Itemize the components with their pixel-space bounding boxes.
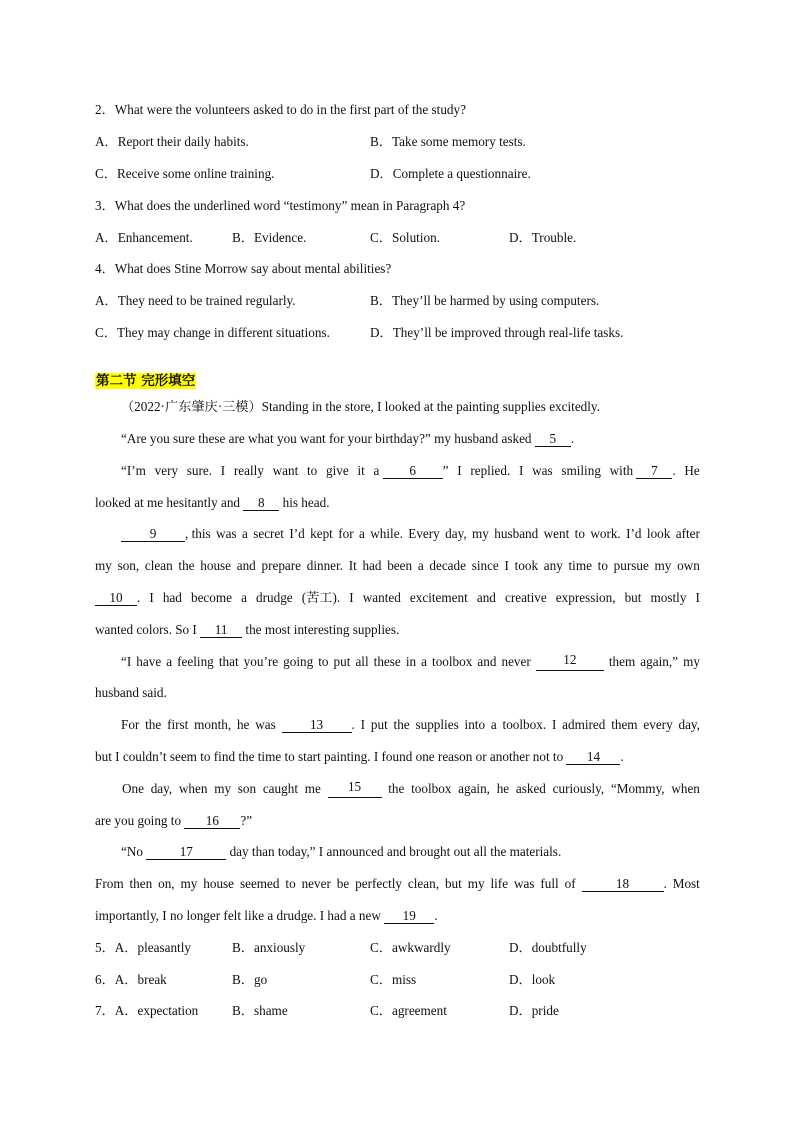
word: been [387,558,413,573]
passage-text: Standing in the store, I looked at the painting supplies excitedly. [261,399,600,414]
word: was [532,463,553,478]
word: was [513,876,535,891]
word: a [373,463,380,478]
word: He [684,463,700,478]
passage-line-10: husband said. [95,685,167,700]
word: Every [408,526,440,541]
word: clean, [407,876,440,891]
word: had [162,590,182,605]
word: want [272,463,299,478]
word: I [349,590,354,605]
blank-7[interactable]: 7 [636,464,672,479]
q4-option-b: B．They’ll be harmed by using computers. [370,293,600,308]
word: my [180,876,198,891]
blank-8[interactable]: 8 [243,496,279,511]
word: Most [672,876,700,891]
passage-text: “Are you sure these are what you want for your birthday?” my husband asked [121,431,532,446]
word: and [476,590,496,605]
word: day, [150,781,173,796]
word: creative [504,590,547,605]
passage-line-9 [121,653,700,671]
passage-text: wanted colors. So I [95,622,197,637]
q2-option-d: D．Complete a questionnaire. [370,166,531,181]
passage-line-1 [121,398,600,416]
word: a [359,526,365,541]
word: when [671,781,700,796]
word: month, [194,717,232,732]
word: then [129,876,153,891]
word: “I [121,654,132,669]
word: (苦工). [301,590,341,605]
word: toolbox [411,781,452,796]
section-heading [95,372,196,390]
passage-line-15 [121,843,561,861]
word: them [611,717,638,732]
blank-16[interactable]: 16 [184,814,240,829]
word: them [608,654,636,669]
q4-option-a: A．They need to be trained regularly. [95,293,296,308]
blank-14[interactable]: 14 [566,750,620,765]
word: sure. [186,463,213,478]
word: have [136,654,162,669]
q7-option-d: D．pride [509,1003,559,1018]
q3-option-a: A．Enhancement. [95,230,193,245]
passage-text: . [620,749,624,764]
blank-11[interactable]: 11 [200,623,242,638]
q5-option-d: D．doubtfully [509,940,587,955]
word: I’d [626,526,642,541]
word: One [122,781,144,796]
word: any [543,558,563,573]
word: I [695,590,700,605]
word: pursue [613,558,649,573]
q7-option-c: C．agreement [370,1003,447,1018]
word: while. [370,526,403,541]
blank-9[interactable]: 9 [121,527,185,542]
passage-text: importantly, I no longer felt like a drudge. I had a new [95,908,381,923]
blank-6[interactable]: 6 [383,464,443,479]
passage-text: “No [121,844,143,859]
q6-option-a: 6．A．break [95,972,167,987]
blank-5[interactable]: 5 [535,432,571,447]
q7-option-a: 7．A．expectation [95,1003,199,1018]
word: to [285,876,296,891]
word: kept [310,526,333,541]
word: look [646,526,671,541]
word: decade [429,558,466,573]
word: a [490,717,497,732]
passage-text: the most interesting supplies. [245,622,400,637]
word: it [357,463,365,478]
word: give [326,463,349,478]
word: me [304,781,321,796]
word: drudge [256,590,293,605]
word: own [677,558,700,573]
word: a [421,654,427,669]
q6-option-b: B．go [232,972,268,987]
word: the [393,717,410,732]
word: caught [262,781,298,796]
q7-option-b: B．shame [232,1003,288,1018]
word: he [496,781,510,796]
word: and [236,558,256,573]
q2-option-c: C．Receive some online training. [95,166,275,181]
blank-17[interactable]: 17 [146,845,226,860]
passage-line-3 [121,462,700,480]
word: curiously, [552,781,605,796]
word: I [504,558,509,573]
word: since [471,558,499,573]
word: never [501,654,531,669]
word: was [255,717,276,732]
word: to [574,526,585,541]
word: the [145,717,162,732]
blank-15[interactable]: 15 [328,780,382,798]
blank-19[interactable]: 19 [384,909,434,924]
word: my [95,558,112,573]
passage-line-4 [95,494,330,512]
word: house [200,558,232,573]
word: perfectly [355,876,402,891]
section-title: 第二节 完形填空 [96,373,196,389]
word: asked [515,781,546,796]
q4-option-c: C．They may change in different situations. [95,325,330,340]
word: mostly [650,590,687,605]
word: but [624,590,642,605]
passage-line-11 [121,716,700,734]
passage-line-5 [121,525,700,543]
word: I [220,463,226,478]
word: . [351,717,355,732]
word: time [568,558,592,573]
passage-line-8 [95,621,399,639]
word: to [597,558,608,573]
word: excitement [409,590,468,605]
word: into [464,717,486,732]
word: expression, [555,590,616,605]
word: the [178,558,195,573]
passage-text: ?” [240,813,253,828]
word: first [167,717,189,732]
word: the [388,781,405,796]
word: . [663,876,667,891]
q5-option-a: 5．A．pleasantly [95,940,191,955]
q3-option-c: C．Solution. [370,230,440,245]
q2-option-b: B．Take some memory tests. [370,134,526,149]
word: husband [494,526,539,541]
word: a [241,526,248,541]
word: for [338,526,354,541]
word: , this [185,526,211,541]
passage-text: day than today,” I announced and brought out all the materials. [229,844,562,859]
word: but [444,876,462,891]
word: again, [458,781,490,796]
word: my [654,558,672,573]
word: supplies [415,717,459,732]
word: clean [144,558,173,573]
word: every [643,717,673,732]
word: day, [678,717,700,732]
word: dinner. [306,558,343,573]
word: going [283,654,314,669]
blank-12[interactable]: 12 [536,653,604,671]
word: I’d [289,526,305,541]
word: a [417,558,424,573]
word: you’re [243,654,279,669]
word: when [178,781,208,796]
word: after [675,526,700,541]
word: For [121,717,140,732]
word: become [190,590,232,605]
word: From [95,876,124,891]
q3-option-b: B．Evidence. [232,230,307,245]
word: never [301,876,331,891]
word: took [514,558,539,573]
word: put [333,654,351,669]
word: admired [562,717,606,732]
word: seemed [239,876,280,891]
word: in [405,654,417,669]
word: I [518,463,524,478]
word: my [467,876,485,891]
word: these [373,654,401,669]
word: day, [445,526,467,541]
passage-text: but I couldn’t seem to find the time to start painting. I found one reason or another not to [95,749,564,764]
blank-13[interactable]: 13 [282,718,352,733]
word: life [490,876,509,891]
word: It [348,558,357,573]
question-4-stem: 4．What does Stine Morrow say about mental abilities? [95,261,392,276]
word: again,” [640,654,679,669]
passage-line-2 [121,430,574,448]
word: . [672,463,676,478]
word: of [564,876,576,891]
word: and [477,654,497,669]
passage-line-14 [95,812,252,830]
passage-line-6 [95,557,700,575]
word: my [472,526,489,541]
word: really [233,463,264,478]
word: replied. [470,463,511,478]
word: a [166,654,173,669]
passage-text: are you going to [95,813,182,828]
passage-text: . [434,908,438,923]
word: son [237,781,257,796]
q2-option-a: A．Report their daily habits. [95,134,249,149]
word: work. [590,526,621,541]
word: a [241,590,247,605]
q5-option-c: C．awkwardly [370,940,451,955]
word: smiling [561,463,601,478]
word: . [137,590,141,605]
word: be [336,876,350,891]
passage-text: looked at me hesitantly and [95,495,241,510]
word: to [318,654,329,669]
blank-10[interactable]: 10 [95,591,137,606]
q6-option-d: D．look [509,972,556,987]
passage-line-13 [122,780,700,798]
passage-line-12 [95,748,624,766]
word: that [218,654,239,669]
word: toolbox. [502,717,547,732]
word: went [543,526,570,541]
passage-line-16 [95,875,700,893]
word: prepare [261,558,302,573]
q6-option-c: C．miss [370,972,417,987]
word: “I’m [121,463,146,478]
question-3-stem: 3．What does the underlined word “testimony” mean in Paragraph 4? [95,198,466,213]
passage-line-7 [95,589,700,607]
word: very [154,463,179,478]
word: feeling [177,654,214,669]
word: ” [442,463,449,478]
word: I [149,590,154,605]
passage-text: . [570,431,575,446]
word: I [457,463,462,478]
q3-option-d: D．Trouble. [509,230,577,245]
passage-text: his head. [282,495,330,510]
word: my [683,654,700,669]
word: I [551,717,557,732]
word: house [203,876,235,891]
word: I [360,717,366,732]
word: was [216,526,237,541]
blank-18[interactable]: 18 [582,877,664,892]
word: full [540,876,559,891]
question-2-stem: 2．What were the volunteers asked to do in the first part of the study? [95,102,466,117]
word: with [609,463,634,478]
word: on, [158,876,175,891]
word: toolbox [432,654,473,669]
word: “Mommy, [610,781,665,796]
q5-option-b: B．anxiously [232,940,306,955]
word: son, [117,558,140,573]
passage-line-17 [95,907,437,925]
word: to [307,463,318,478]
word: put [370,717,388,732]
word: all [355,654,369,669]
passage-source: （2022·广东肇庆·三模） [121,399,262,414]
q4-option-d: D．They’ll be improved through real-life tasks. [370,325,624,340]
word: had [362,558,382,573]
word: my [214,781,232,796]
word: secret [253,526,284,541]
word: wanted [362,590,401,605]
word: he [236,717,250,732]
